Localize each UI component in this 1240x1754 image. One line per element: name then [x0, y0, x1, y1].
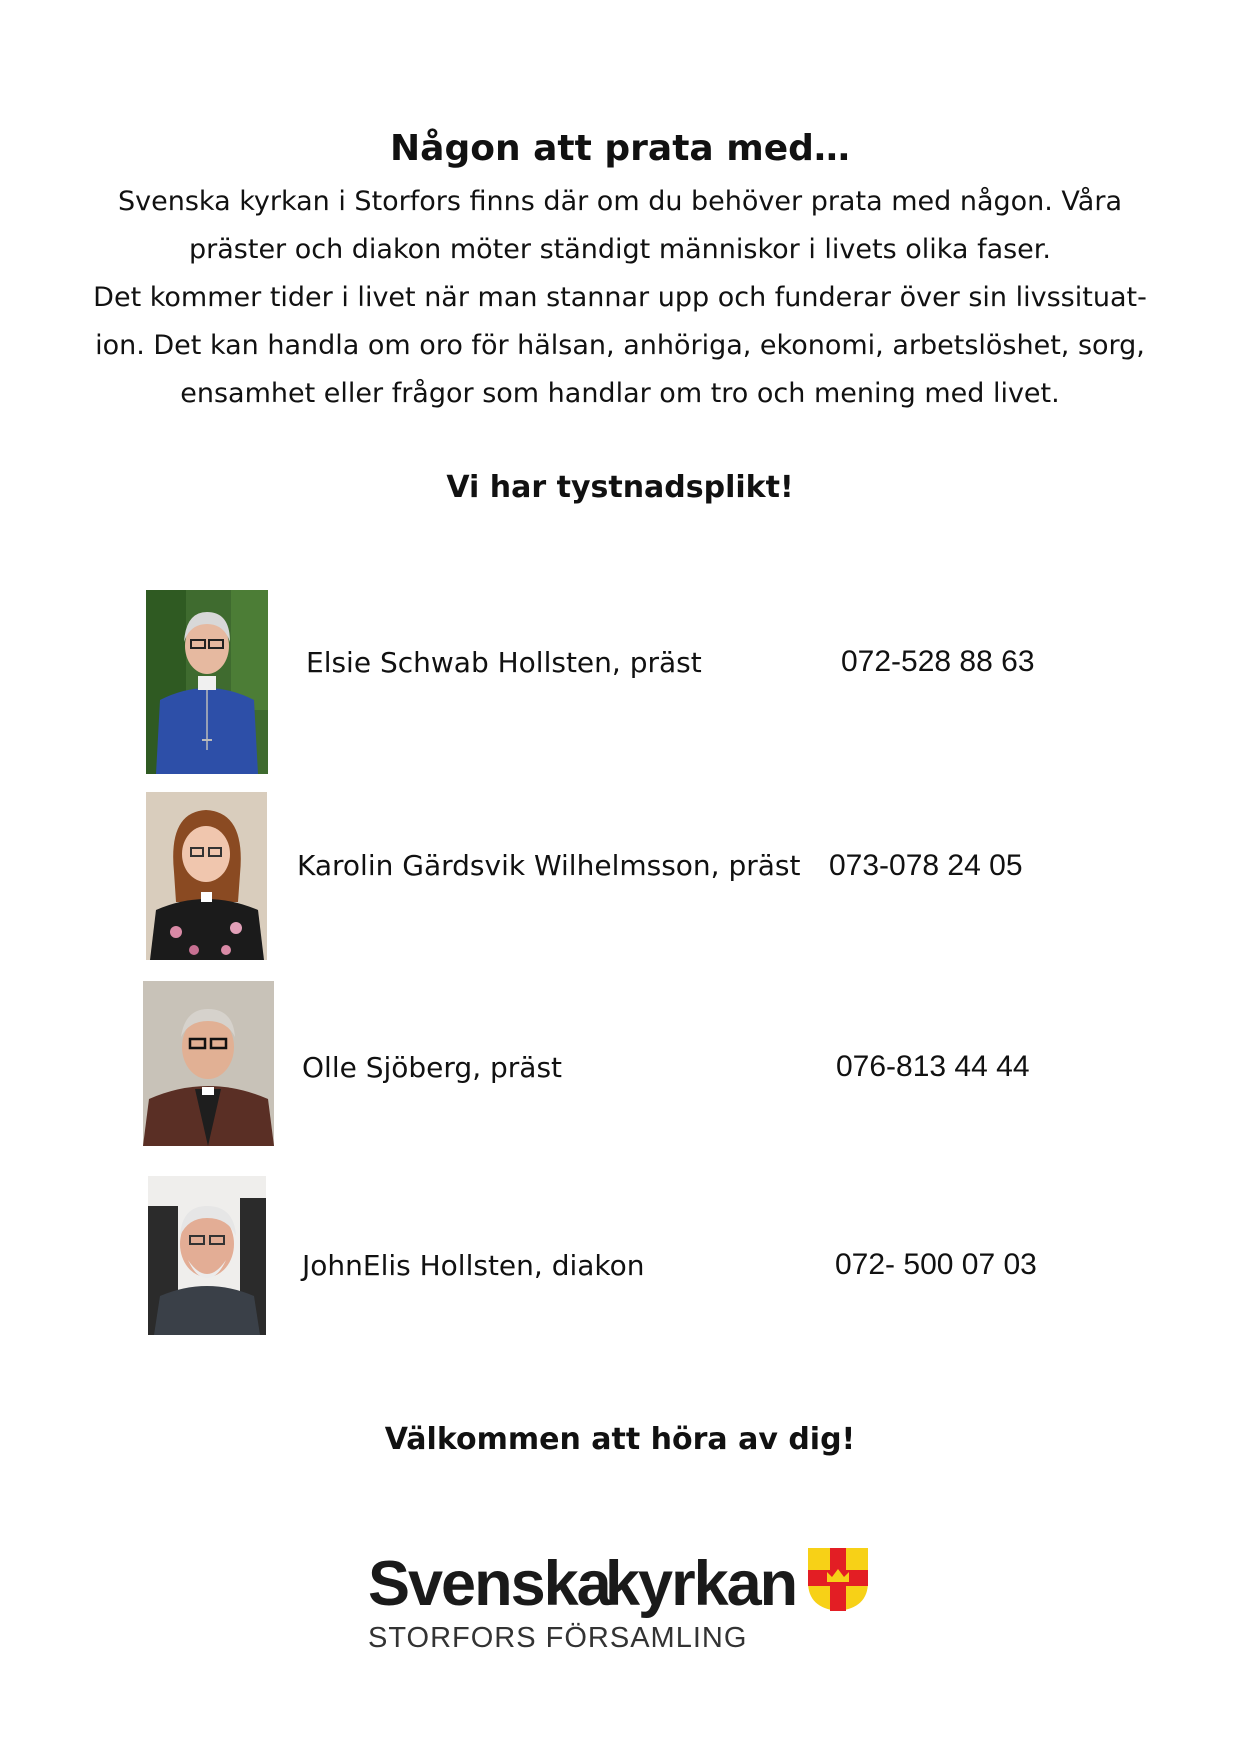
page-title: Någon att prata med…	[390, 128, 850, 169]
contact-name: JohnElis Hollsten, diakon	[302, 1249, 645, 1282]
contact-photo-karolin	[146, 792, 267, 960]
logo-word-kyrkan: kyrkan	[605, 1549, 797, 1619]
intro-line: präster och diakon möter ständigt människor i livets olika faser.	[189, 234, 1051, 265]
contact-name: Elsie Schwab Hollsten, präst	[306, 646, 702, 679]
contact-name: Karolin Gärdsvik Wilhelmsson, präst	[297, 849, 801, 882]
logo-subtitle: STORFORS FÖRSAMLING	[368, 1622, 748, 1654]
contact-phone[interactable]: 072- 500 07 03	[835, 1248, 1037, 1281]
contact-photo-johnelis	[148, 1176, 266, 1335]
contact-photo-elsie	[146, 590, 268, 774]
logo-word-svenska: Svenska	[368, 1549, 610, 1619]
body-line: ensamhet eller frågor som handlar om tro och mening med livet.	[180, 378, 1060, 409]
welcome-heading: Välkommen att höra av dig!	[384, 1422, 856, 1457]
contact-phone[interactable]: 076-813 44 44	[836, 1050, 1030, 1083]
intro-paragraph	[80, 178, 1160, 274]
contact-phone[interactable]: 072-528 88 63	[841, 645, 1035, 678]
body-line: ion. Det kan handla om oro för hälsan, anhöriga, ekonomi, arbetslöshet, sorg,	[95, 330, 1145, 361]
body-line: Det kommer tider i livet när man stannar upp och funderar över sin livssituat-	[93, 282, 1147, 313]
contact-phone[interactable]: 073-078 24 05	[829, 849, 1023, 882]
confidentiality-heading: Vi har tystnadsplikt!	[446, 470, 794, 505]
body-paragraph	[80, 274, 1160, 418]
cross-shield-icon	[808, 1548, 868, 1611]
contact-photo-olle	[143, 981, 274, 1146]
intro-line: Svenska kyrkan i Storfors finns där om du behöver prata med någon. Våra	[118, 186, 1122, 217]
contact-name: Olle Sjöberg, präst	[302, 1051, 563, 1084]
